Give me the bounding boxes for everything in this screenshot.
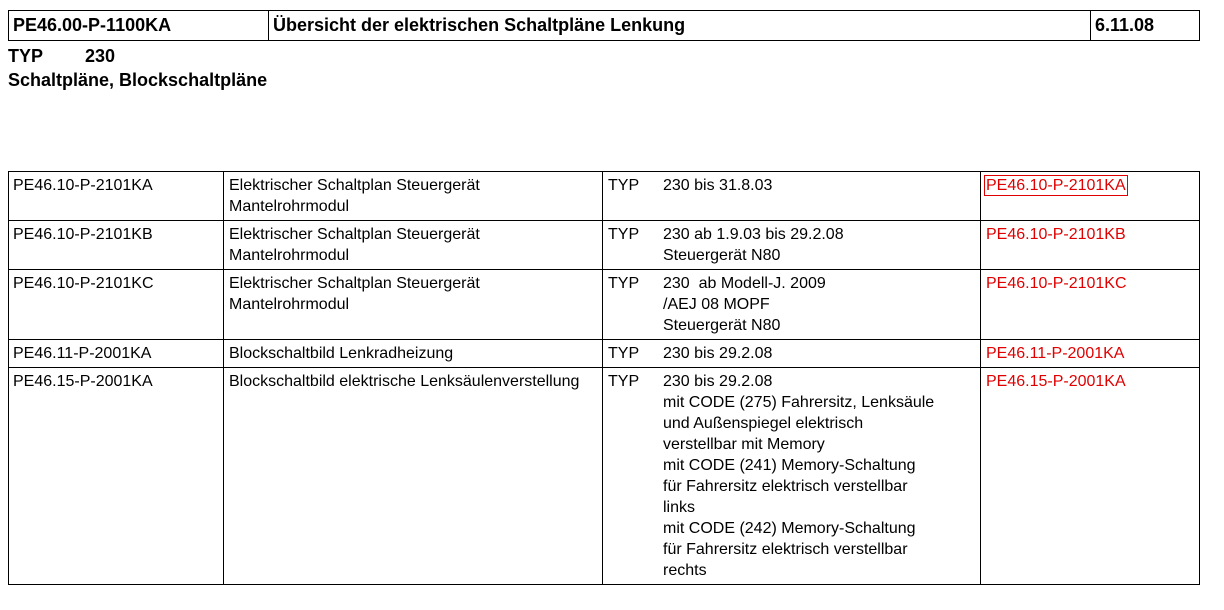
document-date: 6.11.08 [1091,11,1200,41]
diagram-link[interactable]: PE46.10-P-2101KA [986,177,1126,194]
row-title: Elektrischer Schaltplan Steuergerät Mantelrohrmodul [224,221,603,270]
row-typ-line: links [663,499,696,516]
row-typ-lines [663,371,934,581]
document-header [8,10,1200,41]
row-typ-label: TYP [608,345,640,362]
row-code: PE46.10-P-2101KC [9,270,224,340]
row-typ-line: /AEJ 08 MOPF [663,296,770,313]
row-typ-line: 230 ab Modell-J. 2009 [663,275,826,292]
typ-line [8,44,115,68]
diagram-index-table [8,171,1200,585]
document-header-row [9,11,1200,41]
row-code: PE46.11-P-2001KA [9,340,224,368]
row-typ-cell [603,221,981,270]
diagram-link[interactable]: PE46.10-P-2101KC [986,275,1127,292]
row-link-cell [981,270,1200,340]
row-title: Blockschaltbild elektrische Lenksäulenverstellung [224,368,603,585]
row-typ-line: Steuergerät N80 [663,317,781,334]
table-row [9,270,1200,340]
document-subtitle: Schaltpläne, Blockschaltpläne [8,70,268,90]
row-typ-line: für Fahrersitz elektrisch verstellbar [663,541,908,558]
row-typ-lines [663,273,826,336]
document-code: PE46.00-P-1100KA [9,11,269,41]
row-link-cell [981,221,1200,270]
table-row [9,221,1200,270]
row-typ-line: mit CODE (241) Memory-Schaltung [663,457,916,474]
row-link-cell [981,172,1200,221]
diagram-link[interactable]: PE46.15-P-2001KA [986,373,1126,390]
table-row [9,172,1200,221]
row-typ-line: und Außenspiegel elektrisch [663,415,864,432]
row-typ-lines [663,175,772,196]
row-typ-line: mit CODE (242) Memory-Schaltung [663,520,916,537]
table-row [9,368,1200,585]
row-typ-line: Steuergerät N80 [663,247,781,264]
row-link-cell [981,340,1200,368]
row-typ-label: TYP [608,275,640,292]
row-title: Blockschaltbild Lenkradheizung [224,340,603,368]
row-typ-lines [663,343,772,364]
row-typ-label: TYP [608,177,640,194]
row-title: Elektrischer Schaltplan Steuergerät Mantelrohrmodul [224,270,603,340]
diagram-index-body [9,172,1200,585]
row-typ-cell [603,368,981,585]
row-typ-cell [603,270,981,340]
row-typ-label: TYP [608,373,640,390]
document-title: Übersicht der elektrischen Schaltpläne Lenkung [269,11,1091,41]
row-title: Elektrischer Schaltplan Steuergerät Mantelrohrmodul [224,172,603,221]
row-code: PE46.10-P-2101KA [9,172,224,221]
row-code: PE46.10-P-2101KB [9,221,224,270]
row-typ-line: mit CODE (275) Fahrersitz, Lenksäule [663,394,935,411]
diagram-link[interactable]: PE46.11-P-2001KA [986,345,1125,362]
row-code: PE46.15-P-2001KA [9,368,224,585]
typ-line-label: TYP [8,46,44,66]
row-typ-line: 230 bis 29.2.08 [663,373,773,390]
row-typ-cell [603,172,981,221]
row-typ-line: 230 bis 29.2.08 [663,345,773,362]
diagram-link[interactable]: PE46.10-P-2101KB [986,226,1126,243]
table-row [9,340,1200,368]
row-typ-line: verstellbar mit Memory [663,436,825,453]
row-typ-line: 230 ab 1.9.03 bis 29.2.08 [663,226,844,243]
row-typ-line: rechts [663,562,707,579]
row-typ-line: 230 bis 31.8.03 [663,177,773,194]
row-typ-line: für Fahrersitz elektrisch verstellbar [663,478,908,495]
typ-line-value: 230 [85,46,116,66]
row-typ-cell [603,340,981,368]
row-typ-label: TYP [608,226,640,243]
row-typ-lines [663,224,844,266]
row-link-cell [981,368,1200,585]
